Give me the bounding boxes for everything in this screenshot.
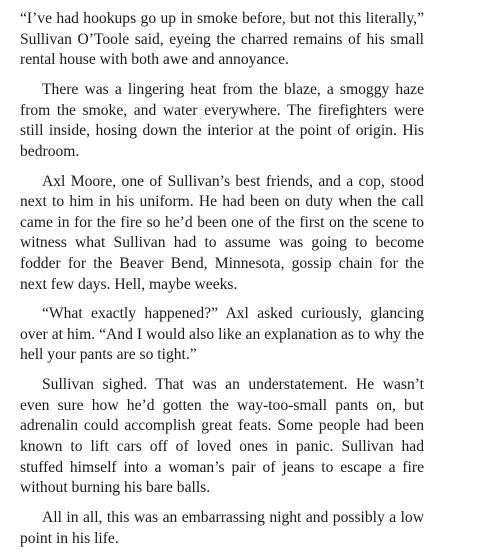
paragraph-2: There was a lingering heat from the blaze, a smoggy haze from the smoke, and water everywhere. The firefighters were still inside, hosing down the interior at the point of origin. His bedroom. [20, 80, 424, 160]
document-page [20, 9, 424, 558]
paragraph-4: “What exactly happened?” Axl asked curiously, glancing over at him. “And I would also like an explanation as to why the hell your pants are so tight.” [20, 305, 424, 364]
paragraph-3: Axl Moore, one of Sullivan’s best friends, and a cop, stood next to him in his uniform. He had been on duty when the call came in for the fire so he’d been one of the first on the scene to witness what Sullivan had to assume was going to become fodder for the Beaver Bend, Minnesota, gossip chain for the next few days. Hell, maybe weeks. [20, 172, 424, 293]
paragraph-6: All in all, this was an embarrassing night and possibly a low point in his life. [20, 509, 424, 547]
paragraph-5: Sullivan sighed. That was an understatement. He wasn’t even sure how he’d gotten the way-too-small pants on, but adrenalin could accomplish great feats. Some people had been known to lift cars off of loved ones in panic. Sullivan had stuffed himself into a woman’s pair of jeans to escape a fire without burning his bare balls. [20, 376, 424, 497]
paragraph-1: “I’ve had hookups go up in smoke before, but not this literally,” Sullivan O’Toole said, eyeing the charred remains of his small rental house with both awe and annoyance. [20, 10, 424, 69]
